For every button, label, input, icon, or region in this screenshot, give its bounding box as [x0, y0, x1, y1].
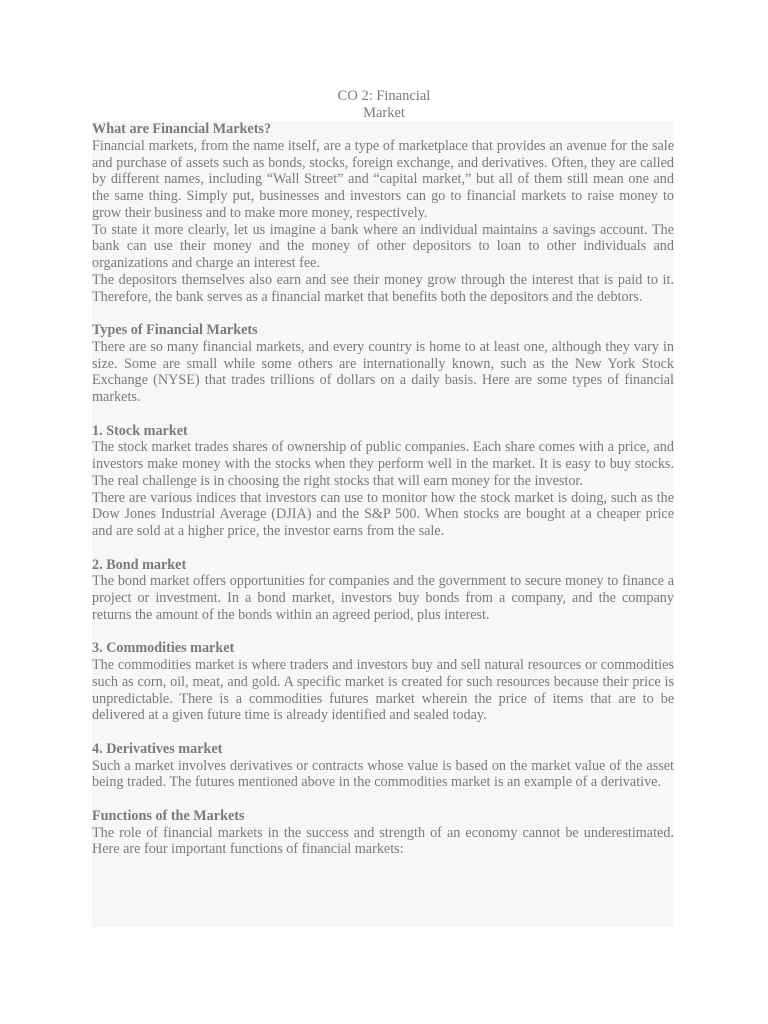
spacer — [92, 724, 674, 741]
heading-derivatives-market: 4. Derivatives market — [92, 740, 223, 757]
paragraph-functions-1: The role of financial markets in the success and strength of an economy cannot be underestimated. Here are four important functions of financial markets: — [92, 824, 674, 858]
paragraph-stock-2: There are various indices that investors can use to monitor how the stock market is doing, such as the Dow Jones Industrial Average (DJIA) and the S&P 500. When stocks are bought at a cheaper price and are sold at a higher price, the investor earns from the sale. — [92, 489, 674, 539]
paragraph-types-1: There are so many financial markets, and every country is home to at least one, although they vary in size. Some are small while some others are internationally known, such as the New York Stock Exchange (NYSE) that trades trillions of dollars on a daily basis. Here are some types of financial markets. — [92, 338, 674, 405]
document-title-line-2: Market — [363, 104, 405, 121]
document-title-line-1: CO 2: Financial — [337, 88, 431, 104]
spacer — [92, 305, 674, 322]
paragraph-what-2: To state it more clearly, let us imagine a bank where an individual maintains a savings account. The bank can use their money and the money of other depositors to loan to other individuals and organizations and charge an interest fee. — [92, 221, 674, 271]
heading-stock-market: 1. Stock market — [92, 422, 188, 439]
spacer — [92, 624, 674, 641]
paragraph-bond-1: The bond market offers opportunities for companies and the government to secure money to finance a project or investment. In a bond market, investors buy bonds from a company, and the company returns the amount of the bonds within an agreed period, plus interest. — [92, 573, 674, 623]
paragraph-commodities-1: The commodities market is where traders and investors buy and sell natural resources or commodities such as corn, oil, meat, and gold. A specific market is created for such resources because their price is unpredictable. There is a commodities futures market wherein the price of items that are to be delivered at a given future time is already identified and sealed today. — [92, 657, 674, 724]
heading-commodities-market: 3. Commodities market — [92, 640, 235, 657]
heading-bond-market: 2. Bond market — [92, 556, 187, 573]
document-body — [92, 121, 674, 927]
document-title — [300, 88, 468, 121]
spacer — [92, 540, 674, 557]
paragraph-what-1: Financial markets, from the name itself, are a type of marketplace that provides an avenue for the sale and purchase of assets such as bonds, stocks, foreign exchange, and derivatives. Often, they are called by different names, including “Wall Street” and “capital market,” but all of them still mean one and the same thing. Simply put, businesses and investors can go to financial markets to raise money to grow their business and to make more money, respectively. — [92, 137, 674, 221]
spacer — [92, 791, 674, 808]
heading-what-are-financial-markets: What are Financial Markets? — [92, 121, 272, 137]
spacer — [92, 406, 674, 423]
paragraph-derivatives-1: Such a market involves derivatives or contracts whose value is based on the market value of the asset being traded. The futures mentioned above in the commodities market is an example of a derivative. — [92, 757, 674, 791]
paragraph-what-3: The depositors themselves also earn and see their money grow through the interest that is paid to it. Therefore, the bank serves as a financial market that benefits both the depositors and the debtors. — [92, 271, 674, 305]
heading-types-of-financial-markets: Types of Financial Markets — [92, 322, 258, 338]
paragraph-stock-1: The stock market trades shares of ownership of public companies. Each share comes with a price, and investors make money with the stocks when they perform well in the market. It is easy to buy stocks. The real challenge is in choosing the right stocks that will earn money for the investor. — [92, 439, 674, 489]
heading-functions-of-the-markets: Functions of the Markets — [92, 807, 245, 824]
